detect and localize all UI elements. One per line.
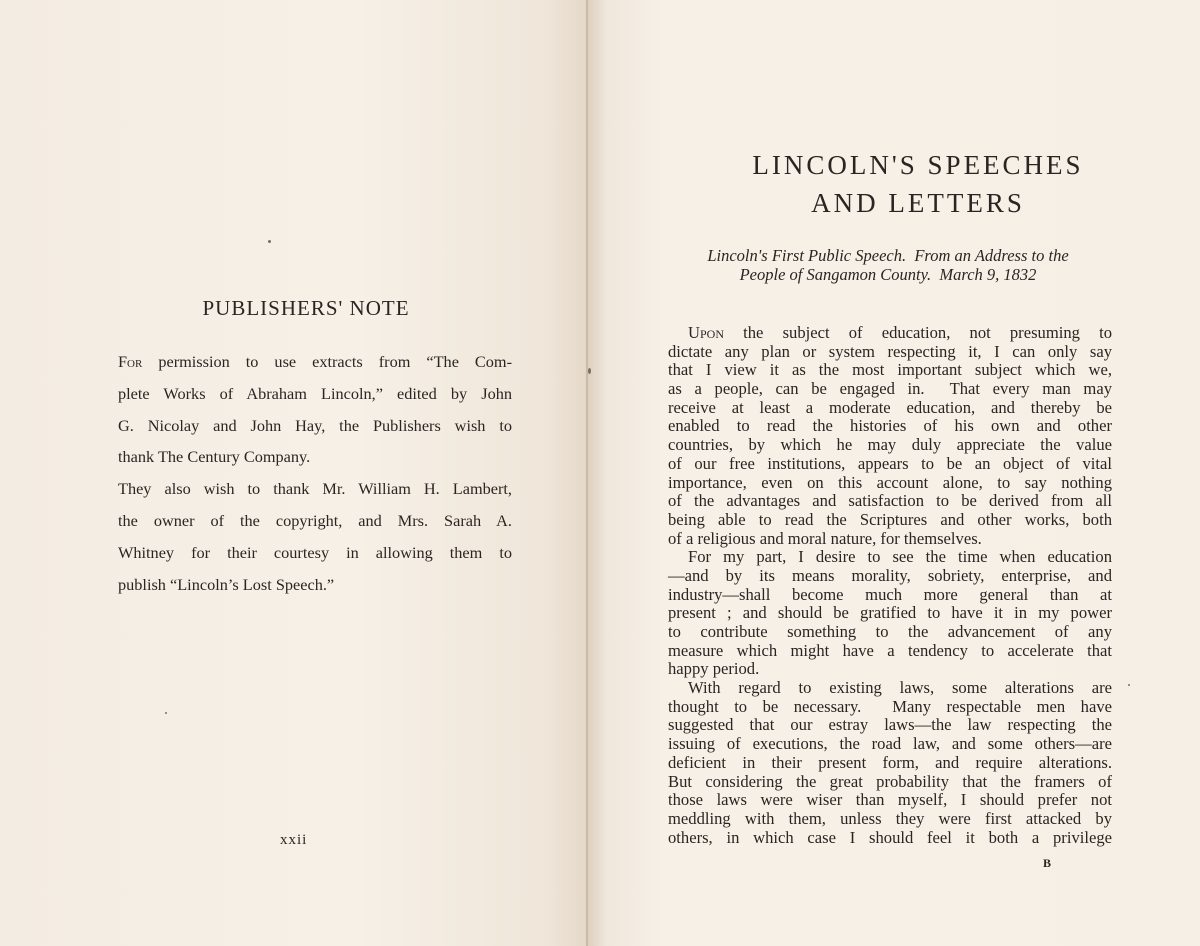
line-text: the owner of the copyright, and Mrs. Sarah A. — [118, 510, 512, 530]
small-caps-lead-word: For — [118, 352, 143, 371]
text-line — [668, 361, 1112, 380]
line-text: importance, even on this account alone, to say nothing — [668, 472, 1112, 492]
right-page — [588, 0, 1200, 946]
line-text: issuing of executions, the road law, and some others—are — [668, 734, 1112, 754]
page-number: xxii — [280, 832, 308, 848]
text-line — [668, 399, 1112, 418]
speech-body — [668, 324, 1112, 847]
text-line — [668, 716, 1112, 735]
text-line — [668, 436, 1112, 455]
line-text: permission to use extracts from “The Com- — [142, 352, 512, 371]
line-text: countries, by which he may duly appreciate the value — [668, 435, 1112, 455]
text-line — [668, 754, 1112, 773]
line-text: dictate any plan or system respecting it, I can only say — [668, 341, 1112, 361]
line-text: the subject of education, not presuming to — [724, 323, 1112, 342]
publishers-note-body — [118, 346, 512, 600]
line-text: measure which might have a tendency to accelerate that — [668, 640, 1112, 660]
line-text: of a religious and moral nature, for themselves. — [668, 528, 982, 548]
signature-mark: B — [1043, 856, 1052, 870]
line-text: to contribute something to the advancement of any — [668, 622, 1112, 641]
line-text: as a people, can be engaged in. That every man may — [668, 379, 1112, 399]
line-text: of our free institutions, appears to be an object of vital — [668, 453, 1112, 473]
speech-heading — [666, 246, 1110, 284]
publishers-note-title: PUBLISHERS' NOTE — [202, 296, 410, 320]
text-line — [668, 380, 1112, 399]
line-text: happy period. — [668, 659, 760, 679]
text-line — [668, 474, 1112, 493]
text-line — [668, 324, 1112, 343]
text-line — [118, 473, 512, 505]
line-text: But considering the great probability that the framers of — [668, 771, 1112, 791]
line-text: plete Works of Abraham Lincoln,” edited by John — [118, 383, 512, 403]
left-page — [0, 0, 588, 946]
line-text: industry—shall become much more general than at — [668, 584, 1112, 604]
line-text: With regard to existing laws, some alterations are — [688, 678, 1112, 698]
text-line — [668, 567, 1112, 586]
paragraph — [668, 548, 1112, 679]
speech-heading-line-1: Lincoln's First Public Speech. From an Address to the — [707, 246, 1069, 265]
text-line — [668, 343, 1112, 362]
text-line — [668, 642, 1112, 661]
line-text: —and by its means morality, sobriety, enterprise, and — [668, 565, 1112, 585]
text-line — [118, 441, 512, 473]
text-line — [118, 410, 512, 442]
text-line — [668, 417, 1112, 436]
chapter-title-line-2: AND LETTERS — [811, 188, 1025, 218]
text-line — [118, 537, 512, 569]
text-line — [668, 679, 1112, 698]
line-text: meddling with them, unless they were first attacked by — [668, 808, 1112, 828]
small-caps-lead-word: Upon — [688, 323, 724, 342]
paragraph — [668, 679, 1112, 847]
text-line — [668, 773, 1112, 792]
paper-speck — [1128, 684, 1130, 686]
text-line — [668, 810, 1112, 829]
line-text: that I view it as the most important subject which we, — [668, 360, 1112, 380]
line-text: Whitney for their courtesy in allowing them to — [118, 542, 512, 562]
line-text: G. Nicolay and John Hay, the Publishers wish to — [118, 415, 512, 435]
line-text: of the advantages and satisfaction to be derived from all — [668, 491, 1112, 511]
speech-heading-line-2: People of Sangamon County. March 9, 1832 — [739, 265, 1037, 284]
text-line — [118, 569, 512, 601]
line-text: thought to be necessary. Many respectable men have — [668, 696, 1112, 716]
line-text: being able to read the Scriptures and other works, both — [668, 509, 1112, 529]
line-text: deficient in their present form, and require alterations. — [668, 752, 1112, 772]
paper-speck — [165, 712, 167, 714]
text-line — [668, 735, 1112, 754]
line-text: They also wish to thank Mr. William H. Lambert, — [118, 479, 512, 499]
line-text: For my part, I desire to see the time when education — [688, 547, 1112, 567]
paragraph — [118, 473, 512, 600]
line-text: others, in which case I should feel it both a privilege — [668, 827, 1112, 847]
line-text: enabled to read the histories of his own and other — [668, 416, 1112, 436]
text-line — [668, 791, 1112, 810]
paper-speck — [268, 240, 271, 243]
text-line — [668, 623, 1112, 642]
text-line — [668, 660, 1112, 679]
text-line — [668, 698, 1112, 717]
text-line — [668, 511, 1112, 530]
text-line — [668, 530, 1112, 549]
line-text: thank The Century Company. — [118, 447, 311, 467]
text-line — [668, 829, 1112, 848]
text-line — [668, 492, 1112, 511]
chapter-title-line-1: LINCOLN'S SPEECHES — [752, 150, 1084, 180]
paragraph — [118, 346, 512, 473]
text-line — [668, 548, 1112, 567]
chapter-title — [648, 146, 1188, 222]
line-text: publish “Lincoln’s Lost Speech.” — [118, 574, 335, 594]
line-text: those laws were wiser than myself, I should prefer not — [668, 790, 1112, 810]
line-text: suggested that our estray laws—the law respecting the — [668, 715, 1112, 735]
text-line — [668, 455, 1112, 474]
text-line — [118, 378, 512, 410]
paper-speck — [588, 368, 591, 374]
line-text: present ; and should be gratified to have it in my power — [668, 603, 1112, 623]
text-line — [118, 505, 512, 537]
paragraph — [668, 324, 1112, 548]
line-text: receive at least a moderate education, and thereby be — [668, 397, 1112, 417]
text-line — [668, 604, 1112, 623]
text-line — [668, 586, 1112, 605]
text-line — [118, 346, 512, 378]
